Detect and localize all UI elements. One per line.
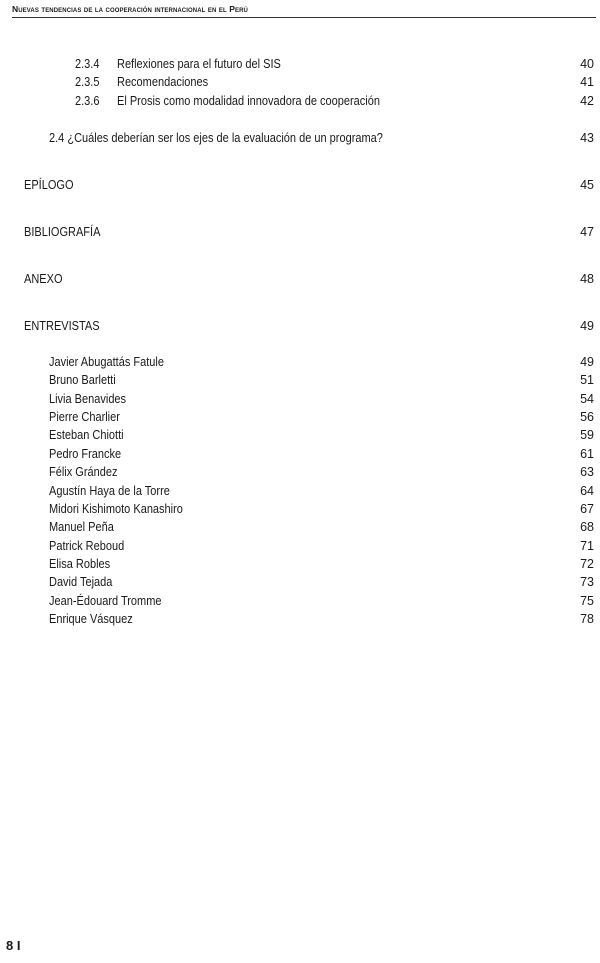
subsection-title: Reflexiones para el futuro del SIS bbox=[117, 57, 281, 71]
page-number: 54 bbox=[580, 392, 594, 406]
subsection-number: 2.3.4 bbox=[75, 57, 100, 71]
page-number: 41 bbox=[580, 75, 594, 89]
interview-name: Patrick Reboud bbox=[49, 539, 125, 553]
interview-name: Pedro Francke bbox=[49, 447, 122, 461]
page-number: 68 bbox=[580, 520, 594, 534]
chapter-title: ENTREVISTAS bbox=[24, 319, 100, 333]
page-number: 63 bbox=[580, 465, 594, 479]
interview-name: Enrique Vásquez bbox=[49, 612, 133, 626]
subsection-number: 2.3.5 bbox=[75, 75, 100, 89]
interview-name: Pierre Charlier bbox=[49, 410, 120, 424]
chapter-title: BIBLIOGRAFÍA bbox=[24, 225, 101, 239]
chapter-title: ANEXO bbox=[24, 272, 63, 286]
subsection-title: El Prosis como modalidad innovadora de cooperación bbox=[117, 94, 380, 108]
interview-name: Esteban Chiotti bbox=[49, 428, 124, 442]
subsection-title: Recomendaciones bbox=[117, 75, 209, 89]
page-number: 51 bbox=[580, 373, 594, 387]
page-number: 42 bbox=[580, 94, 594, 108]
interview-name: Félix Grández bbox=[49, 465, 118, 479]
page-number: 71 bbox=[580, 539, 594, 553]
interview-name: Elisa Robles bbox=[49, 557, 111, 571]
page-number: 48 bbox=[580, 272, 594, 286]
chapter-title: EPÍLOGO bbox=[24, 178, 74, 192]
page-number: 47 bbox=[580, 225, 594, 239]
page-number: 43 bbox=[580, 131, 594, 145]
page-folio: 8 I bbox=[6, 938, 21, 953]
interview-name: Manuel Peña bbox=[49, 520, 114, 534]
page-number: 75 bbox=[580, 594, 594, 608]
interview-name: Bruno Barletti bbox=[49, 373, 116, 387]
interview-name: Javier Abugattás Fatule bbox=[49, 355, 164, 369]
page-number: 49 bbox=[580, 355, 594, 369]
page-number: 40 bbox=[580, 57, 594, 71]
page-number: 59 bbox=[580, 428, 594, 442]
page-number: 49 bbox=[580, 319, 594, 333]
subsection-number: 2.3.6 bbox=[75, 94, 100, 108]
interview-name: Midori Kishimoto Kanashiro bbox=[49, 502, 183, 516]
page-number: 73 bbox=[580, 575, 594, 589]
page-number: 56 bbox=[580, 410, 594, 424]
running-head: Nuevas tendencias de la cooperación internacional en el Perú bbox=[12, 4, 596, 18]
section-title: 2.4 ¿Cuáles deberían ser los ejes de la evaluación de un programa? bbox=[49, 131, 383, 145]
page-number: 61 bbox=[580, 447, 594, 461]
page-number: 45 bbox=[580, 178, 594, 192]
interview-name: David Tejada bbox=[49, 575, 113, 589]
interview-name: Agustín Haya de la Torre bbox=[49, 484, 170, 498]
interview-name: Jean-Édouard Tromme bbox=[49, 594, 162, 608]
page-number: 78 bbox=[580, 612, 594, 626]
page-number: 72 bbox=[580, 557, 594, 571]
page-number: 67 bbox=[580, 502, 594, 516]
interview-name: Livia Benavides bbox=[49, 392, 127, 406]
page-number: 64 bbox=[580, 484, 594, 498]
